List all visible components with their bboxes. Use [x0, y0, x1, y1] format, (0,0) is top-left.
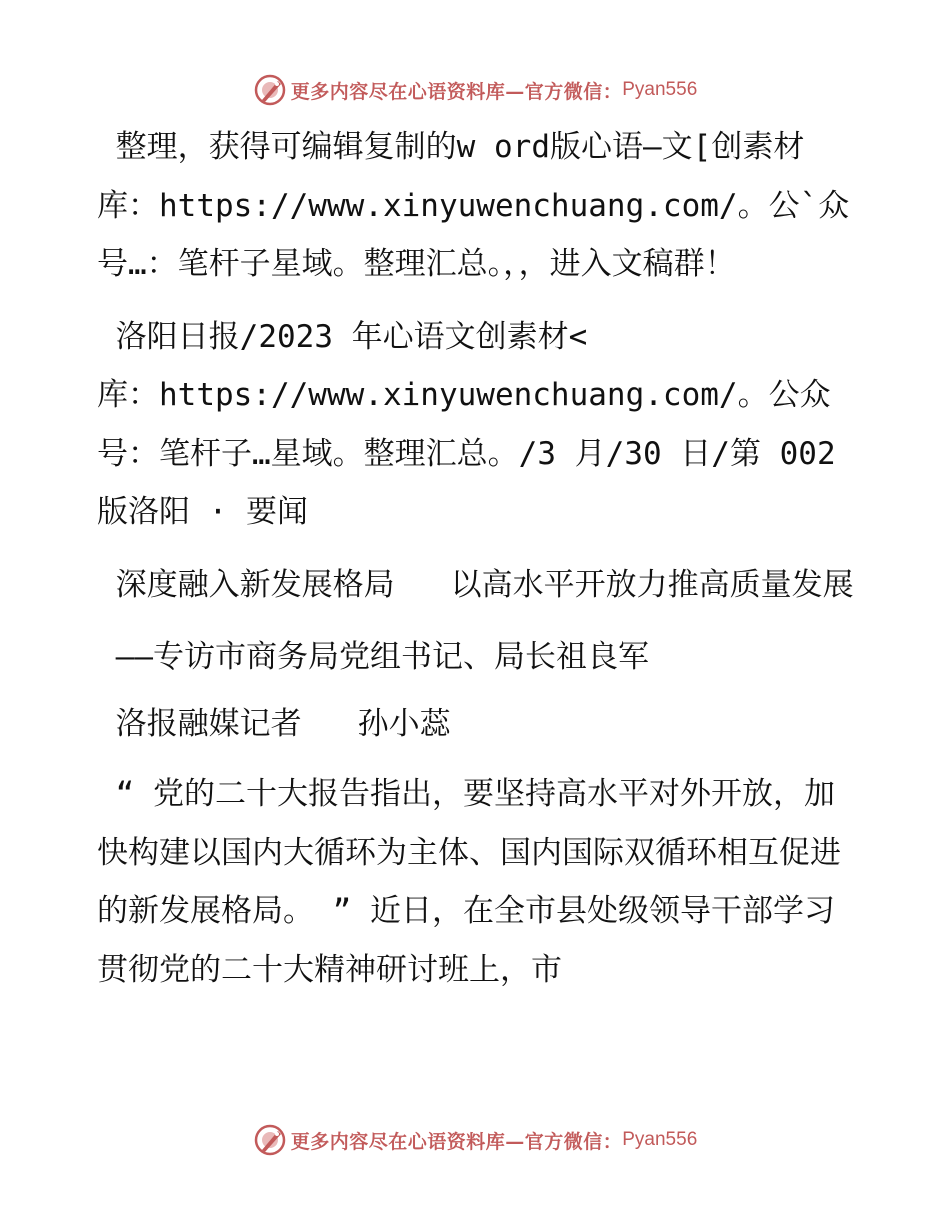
article-headline: 深度融入新发展格局 以高水平开放力推高质量发展 — [97, 566, 854, 603]
source-paragraph: 洛阳日报/2023 年心语文创素材< 库：https://www.xinyuwenchuang.com/。公众号：笔杆子…星域。整理汇总。/3 月/30 日/第 002 版洛阳 · 要闻 — [97, 318, 836, 530]
document-body — [97, 118, 857, 1007]
banner-wechat-id: Pyan556 — [622, 79, 698, 100]
intro-paragraph: 整理，获得可编辑复制的w ord版心语—文[创素材库：https://www.xinyuwenchuang.com/。公`众号…：笔杆子星域。整理汇总。，，进入文稿群！ — [97, 129, 850, 282]
banner-text: 更多内容尽在心语资料库—官方微信： — [290, 80, 623, 103]
banner-text: 更多内容尽在心语资料库—官方微信： — [290, 1130, 623, 1153]
article-subtitle: ——专访市商务局党组书记、局长祖良军 — [97, 639, 649, 675]
footer-banner — [0, 1118, 950, 1162]
pen-nib-circle-icon — [253, 73, 287, 107]
pen-nib-circle-icon — [253, 1123, 287, 1157]
article-body-paragraph: “ 党的二十大报告指出，要坚持高水平对外开放，加快构建以国内大循环为主体、国内国际双循环相互促进的新发展格局。 ” 近日，在全市县处级领导干部学习贯彻党的二十大精神研讨班上，市 — [97, 776, 841, 988]
header-banner — [0, 68, 950, 112]
banner-wechat-id: Pyan556 — [622, 1129, 698, 1150]
article-byline: 洛报融媒记者 孙小蕊 — [97, 705, 451, 742]
